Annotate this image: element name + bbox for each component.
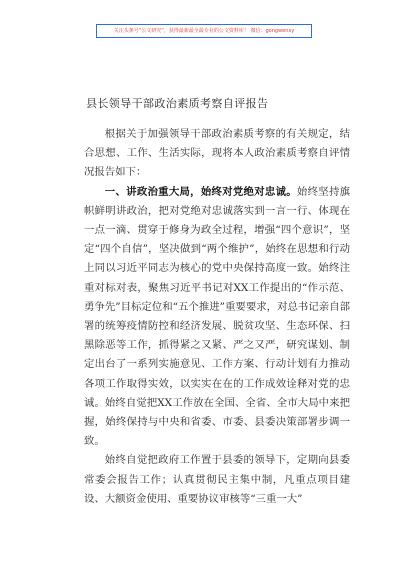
document-body <box>84 125 350 509</box>
promo-banner-text: 关注头条号“公文研究”，获得最新最全最专业的公文资料库！ 微信：gongwenxy <box>113 27 295 34</box>
section-1-paragraph-1 <box>84 183 350 452</box>
section-1-heading: 一、讲政治重大局，始终对党绝对忠诚。 <box>104 185 297 198</box>
promo-banner[interactable] <box>96 24 312 38</box>
document-title: 县长领导干部政治素质考察自评报告 <box>86 97 269 110</box>
intro-paragraph: 根据关于加强领导干部政治素质考察的有关规定，结合思想、工作、生活实际，现将本人政治素质考察自评情况报告如下： <box>84 128 350 179</box>
section-1-paragraph-2: 始终自觉把政府工作置于县委的领导下，定期向县委常委会报告工作；认真贯彻民主集中制，凡重点项目建设、大额资金使用、重要协议审核等“三重一大” <box>84 454 350 505</box>
section-1-text: 始终坚持旗帜鲜明讲政治，把对党绝对忠诚落实到一言一行、体现在一点一滴、贯穿于修身为政全过程，增强“四个意识”，坚定“四个自信”，坚决做到“两个维护”，始终在思想和行动上同以习近平同志为核心的党中央保持高度一致。始终注重对标对表，聚焦习近平书记对XX工作提出的“作示范、勇争先”目标定位和“五个推进”重要要求，对总书记亲自部署的统筹疫情防控和经济发展、脱贫攻坚、生态环保、扫黑除恶等工作，抓得紧之又紧、严之又严，研究谋划、制定出台了一系列实施意见、工作方案、行动计划有力推动各项工作取得实效，以实实在在的工作成效诠释对党的忠诚。始终自觉把XX工作放在全国、全省、全市大局中来把握，始终保持与中央和省委、市委、县委决策部署步调一致。 <box>84 185 351 448</box>
